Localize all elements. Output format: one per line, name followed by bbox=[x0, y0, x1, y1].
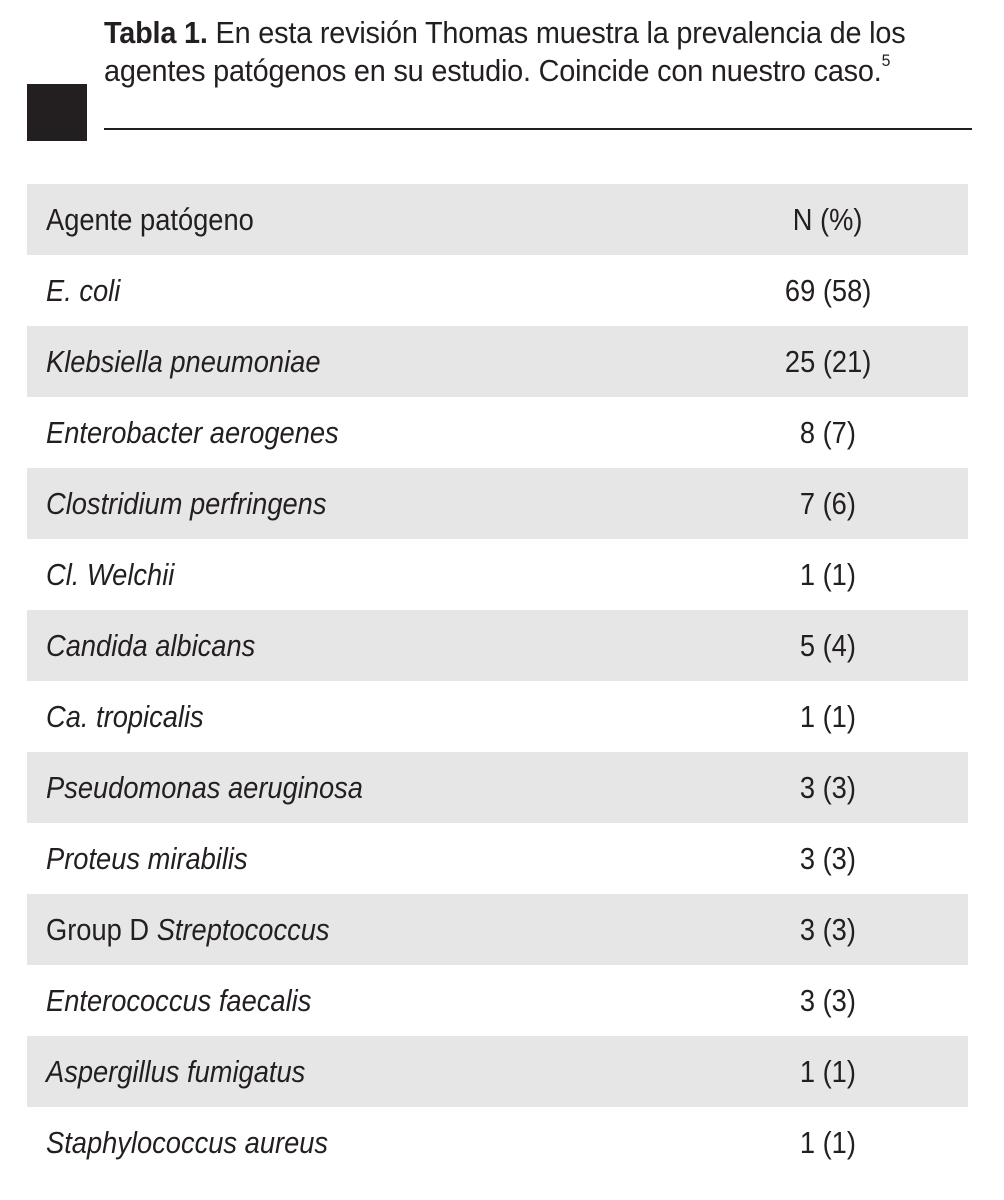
table-row bbox=[27, 539, 968, 610]
agent-name-cell bbox=[27, 912, 728, 948]
agent-name: Cl. Welchii bbox=[46, 556, 175, 592]
agent-name: Staphylococcus aureus bbox=[46, 1124, 329, 1160]
agent-name: Proteus mirabilis bbox=[46, 840, 248, 876]
n-percent-cell: 3 (3) bbox=[799, 769, 857, 805]
agent-name: Streptococcus bbox=[156, 911, 330, 947]
table-body bbox=[27, 255, 968, 1178]
table-row bbox=[27, 752, 968, 823]
table-header-row bbox=[27, 184, 968, 255]
table-row bbox=[27, 468, 968, 539]
agent-name-cell bbox=[27, 628, 728, 664]
n-percent-cell: 1 (1) bbox=[799, 698, 857, 734]
table-row bbox=[27, 681, 968, 752]
caption-text: En esta revisión Thomas muestra la prevalencia de los agentes patógenos en su estudio. Coincide con nuestro caso. bbox=[104, 15, 906, 88]
caption-rule bbox=[104, 128, 972, 130]
agent-name-cell bbox=[27, 557, 728, 593]
agent-name: Clostridium perfringens bbox=[46, 485, 327, 521]
table-row bbox=[27, 894, 968, 965]
n-percent-cell: 5 (4) bbox=[799, 627, 857, 663]
n-percent-cell: 69 (58) bbox=[784, 272, 872, 308]
agent-name-cell bbox=[27, 415, 728, 451]
table-row bbox=[27, 965, 968, 1036]
n-percent-cell: 7 (6) bbox=[799, 485, 857, 521]
n-percent-cell: 3 (3) bbox=[799, 911, 857, 947]
n-percent-cell: 25 (21) bbox=[784, 343, 872, 379]
agent-name-cell bbox=[27, 273, 728, 309]
agent-name-cell bbox=[27, 699, 728, 735]
agent-name: Enterococcus faecalis bbox=[46, 982, 312, 1018]
agent-name-cell bbox=[27, 1125, 728, 1161]
n-percent-cell: 1 (1) bbox=[799, 1124, 857, 1160]
pathogen-table bbox=[27, 184, 968, 1178]
agent-name: Aspergillus fumigatus bbox=[46, 1053, 306, 1089]
header-agent: Agente patógeno bbox=[46, 201, 254, 237]
n-percent-cell: 1 (1) bbox=[799, 556, 857, 592]
n-percent-cell: 3 (3) bbox=[799, 982, 857, 1018]
agent-name: Klebsiella pneumoniae bbox=[46, 343, 321, 379]
agent-name: Ca. tropicalis bbox=[46, 698, 204, 734]
n-percent-cell: 1 (1) bbox=[799, 1053, 857, 1089]
table-row bbox=[27, 255, 968, 326]
table-row bbox=[27, 326, 968, 397]
agent-name-cell bbox=[27, 344, 728, 380]
table-row bbox=[27, 823, 968, 894]
header-n-percent: N (%) bbox=[793, 201, 863, 237]
table-row bbox=[27, 1107, 968, 1178]
caption-reference: 5 bbox=[881, 50, 891, 70]
table-row bbox=[27, 610, 968, 681]
agent-name: Pseudomonas aeruginosa bbox=[46, 769, 363, 805]
n-percent-cell: 8 (7) bbox=[799, 414, 857, 450]
table-row bbox=[27, 397, 968, 468]
agent-name-cell bbox=[27, 841, 728, 877]
agent-name-cell bbox=[27, 1054, 728, 1090]
agent-name-cell bbox=[27, 770, 728, 806]
table-row bbox=[27, 1036, 968, 1107]
agent-name: Enterobacter aerogenes bbox=[46, 414, 339, 450]
agent-name-prefix: Group D bbox=[46, 911, 157, 947]
table-caption bbox=[104, 14, 913, 90]
caption-marker-block bbox=[27, 84, 87, 141]
agent-name: E. coli bbox=[46, 272, 121, 308]
caption-label: Tabla 1. bbox=[104, 15, 208, 50]
n-percent-cell: 3 (3) bbox=[799, 840, 857, 876]
agent-name-cell bbox=[27, 983, 728, 1019]
agent-name: Candida albicans bbox=[46, 627, 256, 663]
agent-name-cell bbox=[27, 486, 728, 522]
